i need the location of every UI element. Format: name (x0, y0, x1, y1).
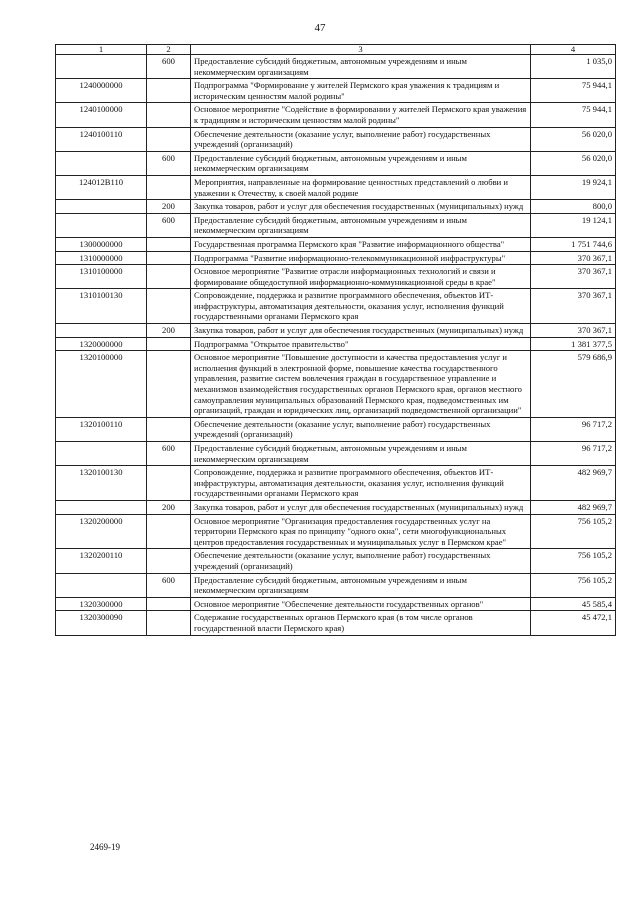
column-header: 2 (147, 45, 191, 55)
row-code-cell: 1320100110 (56, 417, 147, 441)
row-name-cell: Предоставление субсидий бюджетным, автономным учреждениям и иным некоммерческим организациям (191, 573, 531, 597)
row-amount-cell: 1 035,0 (531, 55, 616, 79)
row-type-cell (147, 337, 191, 351)
row-type-cell (147, 514, 191, 549)
row-type-cell (147, 417, 191, 441)
row-type-cell (147, 466, 191, 501)
row-name-cell: Подпрограмма "Открытое правительство" (191, 337, 531, 351)
table-row (56, 251, 616, 265)
row-type-cell: 600 (147, 442, 191, 466)
row-name-cell: Мероприятия, направленные на формирование ценностных представлений о любви и уважении к Отечеству, к своей малой родине (191, 175, 531, 199)
table-body (56, 45, 616, 636)
row-name-cell: Государственная программа Пермского края "Развитие информационного общества" (191, 237, 531, 251)
row-code-cell: 1320100130 (56, 466, 147, 501)
row-name-cell: Закупка товаров, работ и услуг для обеспечения государственных (муниципальных) нужд (191, 324, 531, 338)
row-code-cell: 1320100000 (56, 351, 147, 418)
row-amount-cell: 75 944,1 (531, 79, 616, 103)
row-name-cell: Содержание государственных органов Пермского края (в том числе органов государственной власти Пермского края) (191, 611, 531, 635)
row-type-cell: 200 (147, 500, 191, 514)
row-code-cell (56, 200, 147, 214)
row-name-cell: Предоставление субсидий бюджетным, автономным учреждениям и иным некоммерческим организациям (191, 442, 531, 466)
table-row (56, 213, 616, 237)
row-amount-cell: 45 472,1 (531, 611, 616, 635)
table-row (56, 466, 616, 501)
row-type-cell (147, 79, 191, 103)
row-code-cell (56, 213, 147, 237)
table-row (56, 55, 616, 79)
row-name-cell: Основное мероприятие "Повышение доступности и качества предоставления услуг и исполнения функций в электронной форме, повышение качества государственного управления, развитие систем вовлечения граждан в государственное управление и механизмов взаимодействия государственных органов Пермского края, органов местного самоуправления муниципальных образований Пермского края, подведомственных им организаций, граждан и юридических лиц, организаций подведомственной организации" (191, 351, 531, 418)
row-amount-cell: 756 105,2 (531, 573, 616, 597)
row-code-cell (56, 151, 147, 175)
row-code-cell (56, 442, 147, 466)
row-type-cell (147, 265, 191, 289)
row-type-cell: 200 (147, 200, 191, 214)
table-row (56, 514, 616, 549)
row-code-cell (56, 324, 147, 338)
row-code-cell: 1320200110 (56, 549, 147, 573)
row-code-cell: 1240100000 (56, 103, 147, 127)
row-amount-cell: 370 367,1 (531, 289, 616, 324)
row-amount-cell: 370 367,1 (531, 265, 616, 289)
row-code-cell: 1310100130 (56, 289, 147, 324)
row-amount-cell: 482 969,7 (531, 466, 616, 501)
table-row (56, 324, 616, 338)
row-name-cell: Закупка товаров, работ и услуг для обеспечения государственных (муниципальных) нужд (191, 200, 531, 214)
row-code-cell: 1320300000 (56, 597, 147, 611)
row-name-cell: Обеспечение деятельности (оказание услуг, выполнение работ) государственных учреждений (организаций) (191, 417, 531, 441)
row-amount-cell: 370 367,1 (531, 324, 616, 338)
row-code-cell: 1320200000 (56, 514, 147, 549)
table-row (56, 265, 616, 289)
row-code-cell: 1240100110 (56, 127, 147, 151)
row-amount-cell: 96 717,2 (531, 417, 616, 441)
row-amount-cell: 19 124,1 (531, 213, 616, 237)
row-amount-cell: 800,0 (531, 200, 616, 214)
row-name-cell: Основное мероприятие "Содействие в формировании у жителей Пермского края уважения к традициям и историческим ценностям малой родины" (191, 103, 531, 127)
row-name-cell: Обеспечение деятельности (оказание услуг, выполнение работ) государственных учреждений (организаций) (191, 549, 531, 573)
row-code-cell (56, 500, 147, 514)
row-amount-cell: 75 944,1 (531, 103, 616, 127)
row-name-cell: Подпрограмма "Развитие информационно-телекоммуникационной инфраструктуры" (191, 251, 531, 265)
row-name-cell: Предоставление субсидий бюджетным, автономным учреждениям и иным некоммерческим организациям (191, 213, 531, 237)
table-row (56, 573, 616, 597)
row-type-cell (147, 127, 191, 151)
row-code-cell: 124012В110 (56, 175, 147, 199)
row-amount-cell: 1 381 377,5 (531, 337, 616, 351)
table-row (56, 337, 616, 351)
row-amount-cell: 579 686,9 (531, 351, 616, 418)
row-type-cell (147, 549, 191, 573)
table-row (56, 151, 616, 175)
table-row (56, 597, 616, 611)
row-amount-cell: 1 751 744,6 (531, 237, 616, 251)
table-row (56, 103, 616, 127)
row-name-cell: Основное мероприятие "Развитие отрасли информационных технологий и связи и формирование общедоступной информационно-коммуникационной среды в крае" (191, 265, 531, 289)
row-type-cell: 600 (147, 573, 191, 597)
row-type-cell (147, 351, 191, 418)
row-type-cell (147, 175, 191, 199)
row-code-cell: 1320000000 (56, 337, 147, 351)
row-type-cell (147, 103, 191, 127)
row-amount-cell: 19 924,1 (531, 175, 616, 199)
row-type-cell (147, 237, 191, 251)
row-name-cell: Подпрограмма "Формирование у жителей Пермского края уважения к традициям и историческим ценностям малой родины" (191, 79, 531, 103)
table-row (56, 417, 616, 441)
row-code-cell: 1300000000 (56, 237, 147, 251)
table-row (56, 79, 616, 103)
row-type-cell: 200 (147, 324, 191, 338)
row-amount-cell: 482 969,7 (531, 500, 616, 514)
row-code-cell (56, 55, 147, 79)
row-type-cell: 600 (147, 151, 191, 175)
row-code-cell: 1320300090 (56, 611, 147, 635)
row-type-cell (147, 289, 191, 324)
budget-table (55, 44, 616, 636)
table-row (56, 200, 616, 214)
row-code-cell: 1310100000 (56, 265, 147, 289)
document-code: 2469-19 (90, 842, 120, 852)
table-row (56, 611, 616, 635)
column-header: 3 (191, 45, 531, 55)
row-name-cell: Сопровождение, поддержка и развитие программного обеспечения, объектов ИТ-инфраструктуры, автоматизация деятельности, оказания услуг, исполнения функций государственными органами Пермского края (191, 289, 531, 324)
row-name-cell: Основное мероприятие "Обеспечение деятельности государственных органов" (191, 597, 531, 611)
row-name-cell: Предоставление субсидий бюджетным, автономным учреждениям и иным некоммерческим организациям (191, 55, 531, 79)
table-row (56, 237, 616, 251)
table-row (56, 351, 616, 418)
row-amount-cell: 56 020,0 (531, 151, 616, 175)
table-header-row (56, 45, 616, 55)
table-row (56, 175, 616, 199)
row-name-cell: Сопровождение, поддержка и развитие программного обеспечения, объектов ИТ-инфраструктуры, автоматизация деятельности, оказания услуг, исполнения функций государственными органами Пермского края (191, 466, 531, 501)
row-name-cell: Закупка товаров, работ и услуг для обеспечения государственных (муниципальных) нужд (191, 500, 531, 514)
row-amount-cell: 96 717,2 (531, 442, 616, 466)
column-header: 4 (531, 45, 616, 55)
table-row (56, 289, 616, 324)
column-header: 1 (56, 45, 147, 55)
row-type-cell (147, 597, 191, 611)
row-amount-cell: 45 585,4 (531, 597, 616, 611)
table-row (56, 549, 616, 573)
table-row (56, 442, 616, 466)
row-type-cell (147, 611, 191, 635)
row-type-cell: 600 (147, 55, 191, 79)
row-name-cell: Предоставление субсидий бюджетным, автономным учреждениям и иным некоммерческим организациям (191, 151, 531, 175)
row-amount-cell: 370 367,1 (531, 251, 616, 265)
row-code-cell (56, 573, 147, 597)
row-code-cell: 1310000000 (56, 251, 147, 265)
row-code-cell: 1240000000 (56, 79, 147, 103)
row-type-cell (147, 251, 191, 265)
row-type-cell: 600 (147, 213, 191, 237)
row-amount-cell: 756 105,2 (531, 549, 616, 573)
page-number: 47 (314, 22, 326, 34)
row-name-cell: Основное мероприятие "Организация предоставления государственных услуг на территории Пермского края по принципу "одного окна", сети многофункциональных центров предоставления государственных и муниципальных услуг в Пермском крае" (191, 514, 531, 549)
table-row (56, 500, 616, 514)
table-row (56, 127, 616, 151)
row-name-cell: Обеспечение деятельности (оказание услуг, выполнение работ) государственных учреждений (организаций) (191, 127, 531, 151)
row-amount-cell: 756 105,2 (531, 514, 616, 549)
row-amount-cell: 56 020,0 (531, 127, 616, 151)
